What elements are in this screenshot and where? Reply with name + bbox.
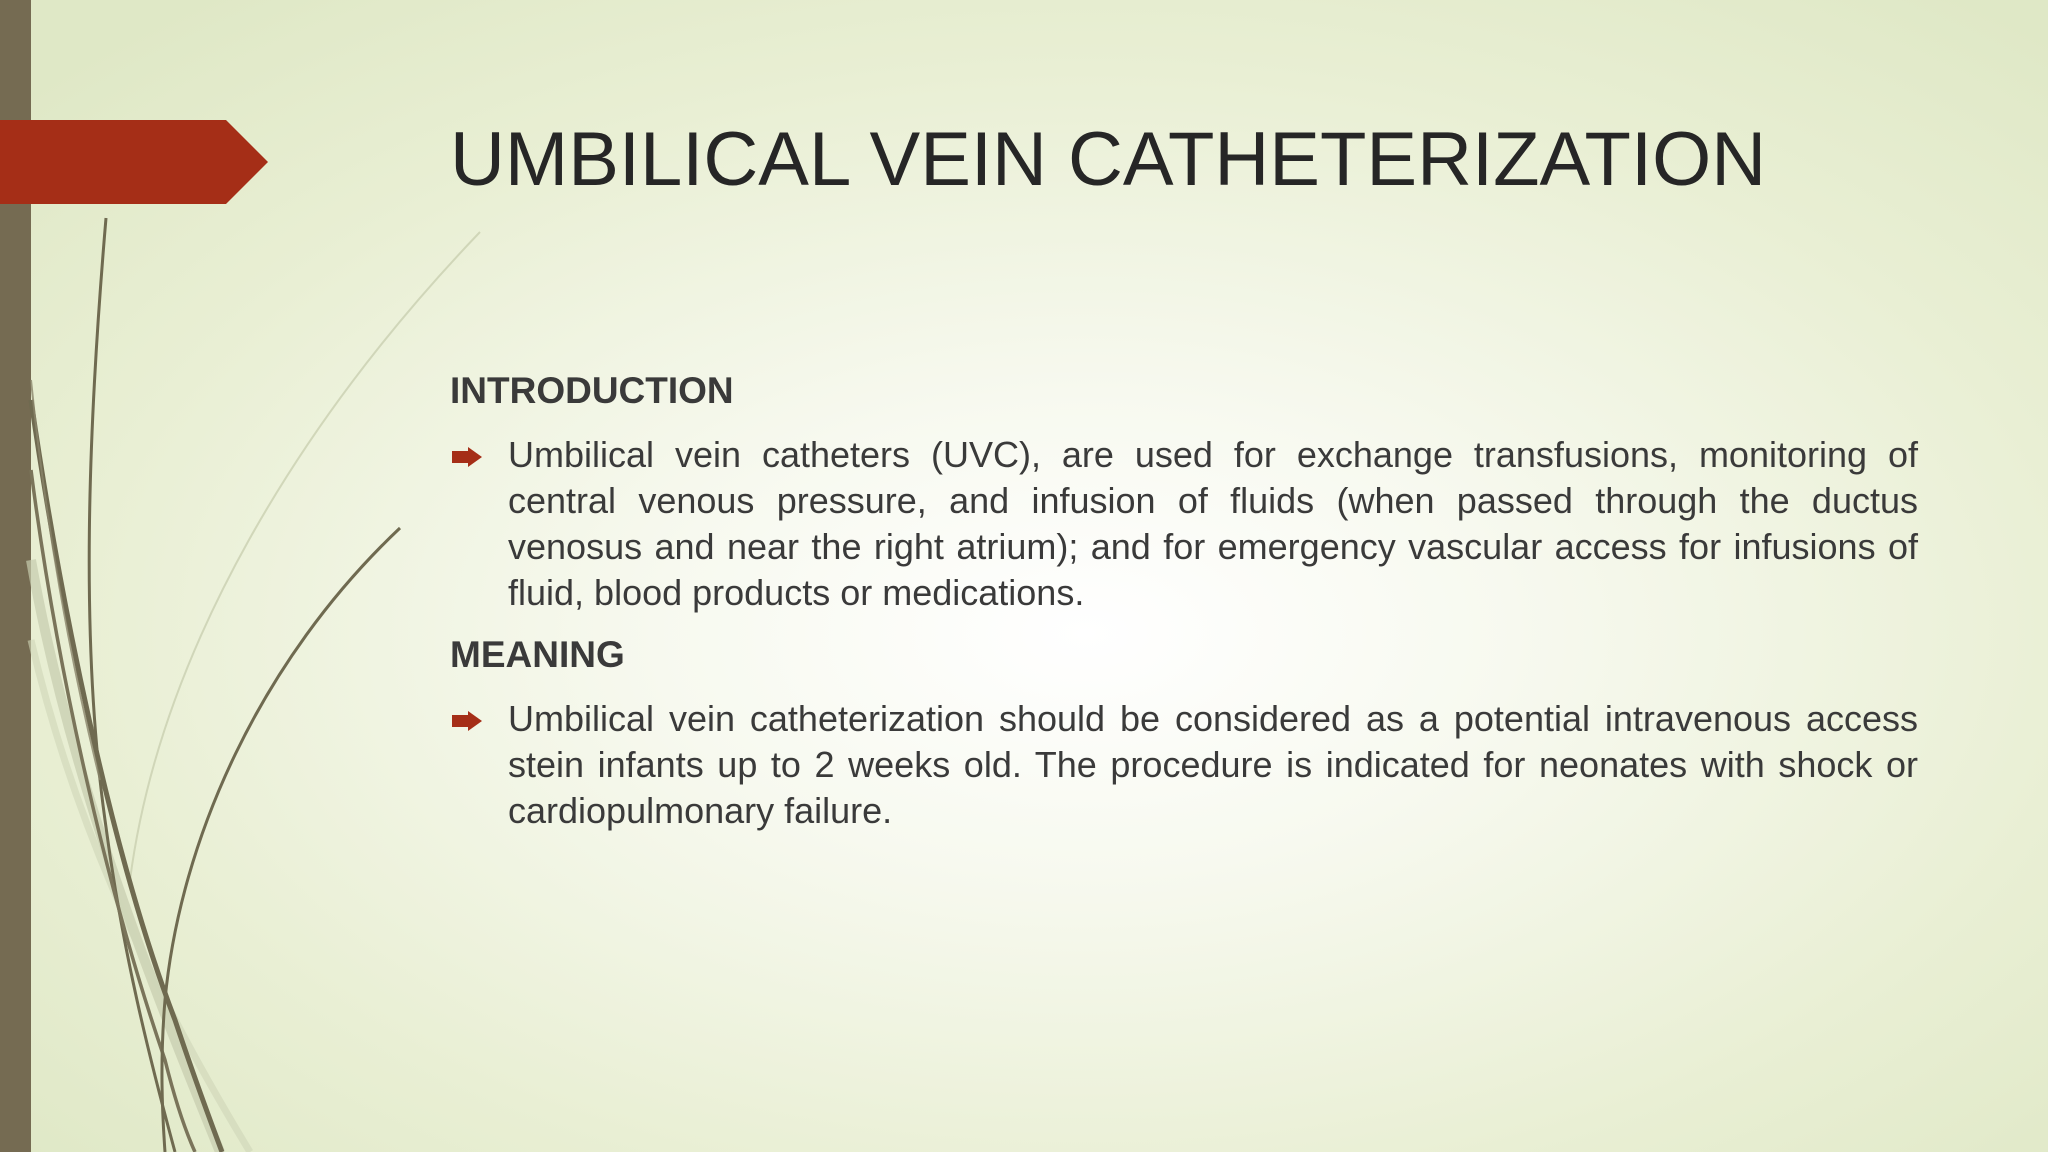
section-heading-meaning: MEANING (450, 634, 625, 675)
bullet-text: Umbilical vein catheters (UVC), are used for exchange transfusions, monitoring of central venous pressure, and infusion of fluids (when passed through the ductus venosus and near the right atrium); and for emergency vascular access for infusions of fluid, blood products or medications. (508, 434, 1918, 613)
section-heading-introduction: INTRODUCTION (450, 370, 734, 411)
arrow-bullet-icon (452, 711, 482, 731)
slide-title: UMBILICAL VEIN CATHETERIZATION (450, 117, 1767, 202)
slide-content (450, 364, 1918, 846)
arrow-bullet-icon (452, 447, 482, 467)
bullet-item (450, 696, 1918, 834)
bullet-text: Umbilical vein catheterization should be considered as a potential intravenous access stein infants up to 2 weeks old. The procedure is indicated for neonates with shock or cardiopulmonary failure. (508, 698, 1918, 831)
bullet-item (450, 432, 1918, 616)
